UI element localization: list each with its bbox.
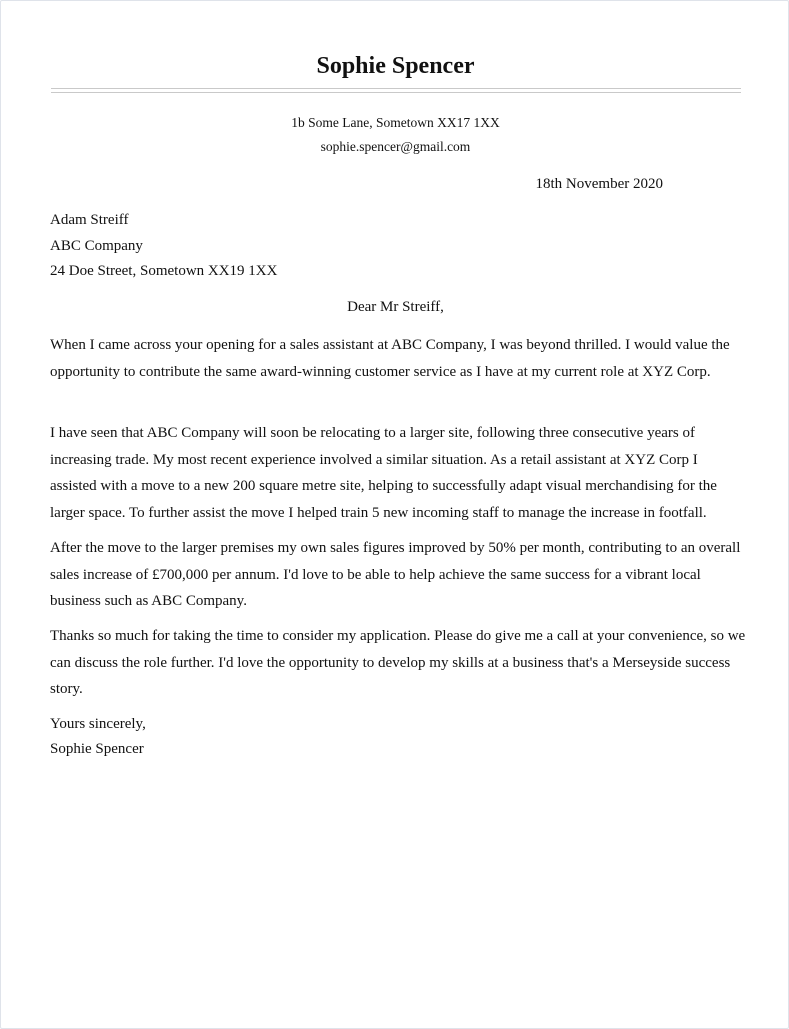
sender-address: 1b Some Lane, Sometown XX17 1XX <box>291 115 500 130</box>
sender-email: sophie.spencer@gmail.com <box>320 139 471 154</box>
body-paragraph: I have seen that ABC Company will soon be relocating to a larger site, following three consecutive years of increasing trade. My most recent experience involved a similar situation. As a retail assistant at XYZ Corp I assisted with a move to a new 200 square metre site, helping to successfully adapt visual merchandising for the larger space. To further assist the move I helped train 5 new incoming staff to manage the increase in footfall. <box>50 425 717 521</box>
recipient-block <box>50 208 277 285</box>
sender-name: Sophie Spencer <box>316 53 475 79</box>
recipient-address: 24 Doe Street, Sometown XX19 1XX <box>50 263 278 279</box>
recipient-name: Adam Streiff <box>50 212 129 228</box>
closing-signoff: Yours sincerely, <box>50 716 146 732</box>
closing-block <box>50 712 146 762</box>
body-paragraph: Thanks so much for taking the time to consider my application. Please do give me a call at your convenience, so we can discuss the role further. I'd love the opportunity to develop my skills at a business that's a Merseyside success story. <box>50 628 746 697</box>
header-divider-top <box>51 88 741 89</box>
closing-signature: Sophie Spencer <box>50 741 144 757</box>
header-divider-bottom <box>51 92 741 93</box>
letter-date: 18th November 2020 <box>535 176 663 192</box>
recipient-company: ABC Company <box>50 237 143 254</box>
body-paragraph: After the move to the larger premises my own sales figures improved by 50% per month, contributing to an overall sales increase of £700,000 per annum. I'd love to be able to help achieve the same success for a vibrant local business such as ABC Company. <box>50 540 741 609</box>
body-paragraph: When I came across your opening for a sales assistant at ABC Company, I was beyond thrilled. I would value the opportunity to contribute the same award-winning customer service as I have at my current role at XYZ Corp. <box>50 337 730 380</box>
salutation: Dear Mr Streiff, <box>347 299 444 315</box>
